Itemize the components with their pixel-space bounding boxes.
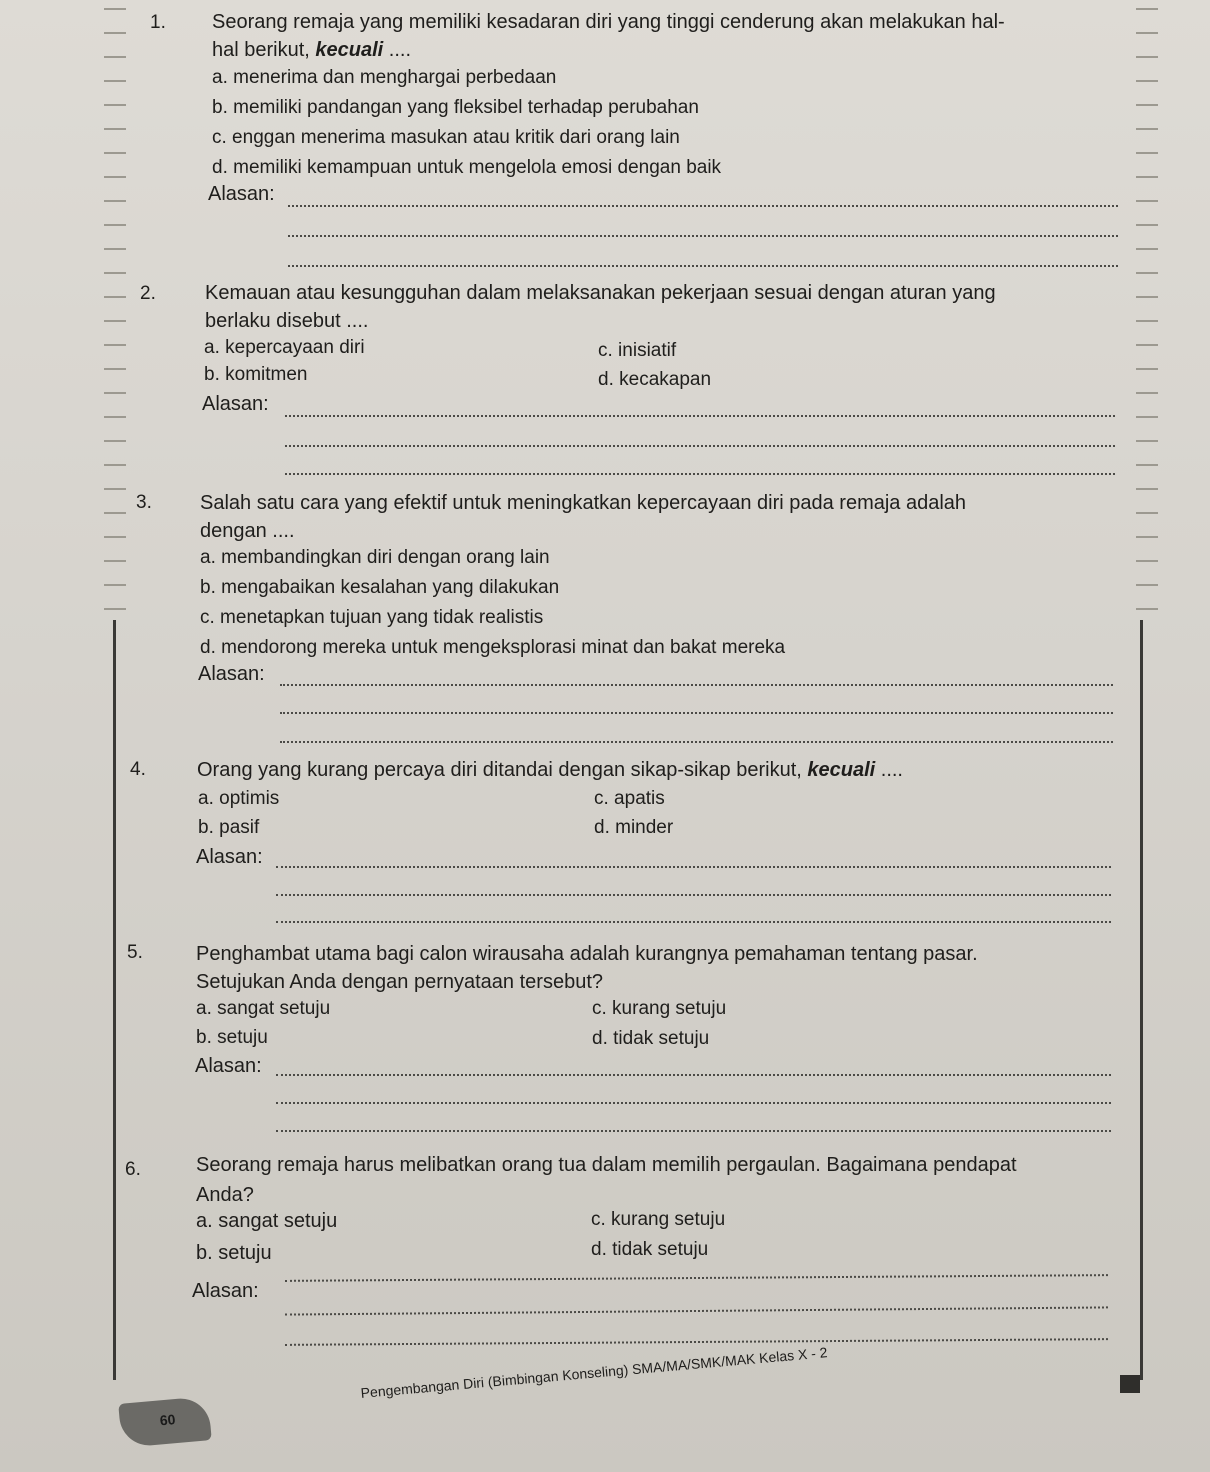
option-d[interactable]: d. kecakapan — [598, 369, 712, 390]
reason-label: Alasan: — [195, 1055, 262, 1077]
answer-line[interactable] — [276, 1130, 1111, 1132]
option-b[interactable]: b. mengabaikan kesalahan yang dilakukan — [200, 577, 560, 598]
spiral-binding-right — [1136, 0, 1158, 620]
corner-mark — [1120, 1375, 1140, 1393]
answer-line[interactable] — [285, 445, 1115, 447]
option-b[interactable]: b. setuju — [196, 1027, 268, 1048]
option-d[interactable]: d. minder — [594, 817, 674, 838]
answer-line[interactable] — [288, 265, 1118, 267]
answer-line[interactable] — [285, 415, 1115, 417]
question-text — [196, 940, 1106, 996]
question-line: dengan .... — [200, 520, 295, 542]
answer-line[interactable] — [276, 1102, 1111, 1104]
question-number: 2. — [140, 283, 156, 304]
page-frame-left — [113, 620, 116, 1380]
answer-line[interactable] — [288, 205, 1118, 207]
question-line: berlaku disebut .... — [205, 310, 369, 332]
answer-line[interactable] — [285, 1306, 1108, 1315]
option-c[interactable]: c. enggan menerima masukan atau kritik dari orang lain — [212, 127, 680, 148]
option-b[interactable]: b. setuju — [196, 1242, 272, 1264]
option-c[interactable]: c. inisiatif — [598, 340, 677, 361]
question-number: 4. — [130, 759, 146, 780]
question-line — [212, 36, 1122, 64]
question-text — [197, 756, 1107, 784]
answer-line[interactable] — [280, 712, 1113, 714]
option-c[interactable]: c. kurang setuju — [592, 998, 727, 1019]
answer-line[interactable] — [276, 921, 1111, 923]
option-c[interactable]: c. menetapkan tujuan yang tidak realistis — [200, 607, 544, 628]
answer-line[interactable] — [285, 1338, 1108, 1346]
option-a[interactable]: a. menerima dan menghargai perbedaan — [212, 67, 557, 88]
answer-line[interactable] — [276, 1074, 1111, 1076]
emphasis-text: kecuali — [807, 759, 876, 781]
question-number: 6. — [125, 1159, 141, 1180]
answer-line[interactable] — [280, 684, 1113, 686]
answer-line[interactable] — [288, 235, 1118, 237]
question-line — [197, 756, 1107, 784]
reason-label: Alasan: — [198, 663, 265, 685]
question-line: Salah satu cara yang efektif untuk meningkatkan kepercayaan diri pada remaja adalah — [200, 492, 967, 514]
question-text — [196, 1151, 1106, 1209]
question-line: Seorang remaja yang memiliki kesadaran diri yang tinggi cenderung akan melakukan hal- — [212, 11, 1005, 33]
question-line: Penghambat utama bagi calon wirausaha adalah kurangnya pemahaman tentang pasar. — [196, 943, 978, 965]
question-text-part: hal berikut, — [212, 39, 316, 61]
option-b[interactable]: b. pasif — [198, 817, 260, 838]
option-c[interactable]: c. apatis — [594, 788, 665, 809]
option-d[interactable]: d. memiliki kemampuan untuk mengelola emosi dengan baik — [212, 157, 722, 178]
reason-label: Alasan: — [196, 846, 263, 868]
answer-line[interactable] — [280, 741, 1113, 743]
answer-line[interactable] — [276, 894, 1111, 896]
question-text — [205, 279, 1115, 335]
question-number: 1. — [150, 12, 166, 33]
question-text-part: .... — [383, 39, 412, 61]
option-a[interactable]: a. sangat setuju — [196, 1210, 338, 1232]
question-number: 5. — [127, 942, 143, 963]
answer-line[interactable] — [285, 1274, 1108, 1282]
reason-label: Alasan: — [208, 183, 275, 205]
question-line: Setujukan Anda dengan pernyataan tersebut? — [196, 971, 603, 993]
option-a[interactable]: a. kepercayaan diri — [204, 337, 365, 358]
answer-line[interactable] — [276, 866, 1111, 868]
option-d[interactable]: d. tidak setuju — [591, 1239, 709, 1260]
option-d[interactable]: d. tidak setuju — [592, 1028, 710, 1049]
page-frame-right — [1140, 620, 1143, 1380]
question-line: Anda? — [196, 1184, 254, 1206]
reason-label: Alasan: — [192, 1280, 259, 1302]
question-text-part: .... — [875, 759, 903, 781]
option-a[interactable]: a. sangat setuju — [196, 998, 331, 1019]
option-c[interactable]: c. kurang setuju — [591, 1209, 726, 1230]
answer-line[interactable] — [285, 473, 1115, 475]
question-line: Seorang remaja harus melibatkan orang tua dalam memilih pergaulan. Bagaimana pendapat — [196, 1154, 1017, 1176]
option-a[interactable]: a. membandingkan diri dengan orang lain — [200, 547, 550, 568]
question-text-part: Orang yang kurang percaya diri ditandai dengan sikap-sikap berikut, — [197, 759, 808, 781]
page-number-tab — [118, 1396, 211, 1448]
emphasis-text: kecuali — [315, 39, 384, 61]
option-a[interactable]: a. optimis — [198, 788, 280, 809]
question-text — [212, 8, 1122, 64]
option-b[interactable]: b. memiliki pandangan yang fleksibel terhadap perubahan — [212, 97, 699, 118]
spiral-binding-left — [104, 0, 126, 620]
option-d[interactable]: d. mendorong mereka untuk mengeksplorasi minat dan bakat mereka — [200, 637, 786, 658]
question-line: Kemauan atau kesungguhan dalam melaksanakan pekerjaan sesuai dengan aturan yang — [205, 282, 996, 304]
book-title-footer: Pengembangan Diri (Bimbingan Konseling) SMA/MA/SMK/MAK Kelas X - 2 — [360, 1344, 829, 1401]
option-b[interactable]: b. komitmen — [204, 364, 308, 385]
question-text — [200, 489, 1110, 545]
reason-label: Alasan: — [202, 393, 269, 415]
question-number: 3. — [136, 492, 152, 513]
page-number: 60 — [159, 1411, 177, 1429]
